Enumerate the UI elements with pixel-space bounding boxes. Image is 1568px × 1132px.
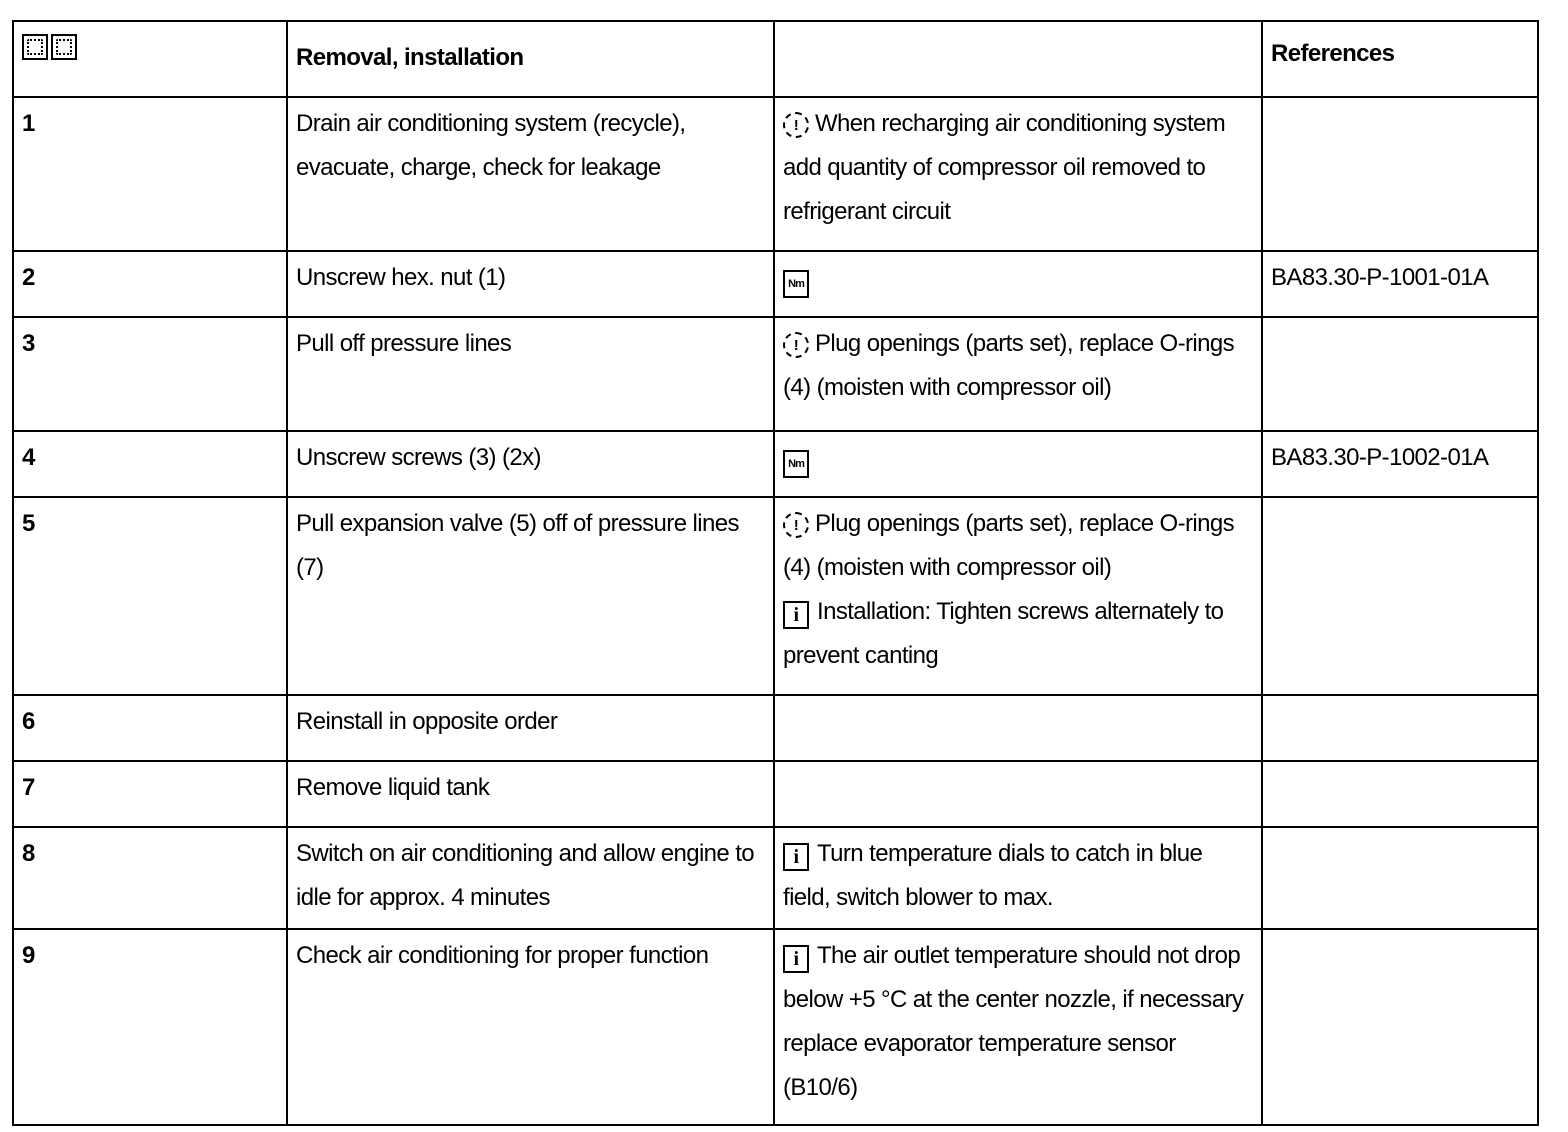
procedure-table xyxy=(12,20,1539,1126)
info-icon: i xyxy=(783,601,809,629)
step-number: 5 xyxy=(13,497,287,695)
torque-nm-icon: Nm xyxy=(783,450,809,478)
step-notes xyxy=(774,431,1262,497)
table-row xyxy=(13,761,1538,827)
step-number: 4 xyxy=(13,431,287,497)
note-icon: ! xyxy=(783,332,809,358)
info-text: Turn temperature dials to catch in blue field, switch blower to max. xyxy=(783,840,1203,911)
step-notes xyxy=(774,695,1262,761)
info-text: Installation: Tighten screws alternately to prevent canting xyxy=(783,598,1224,669)
header-notes xyxy=(774,21,1262,97)
note-icon: ! xyxy=(783,512,809,538)
step-action: Pull expansion valve (5) off of pressure lines (7) xyxy=(287,497,774,695)
step-notes xyxy=(774,827,1262,929)
info-icon: i xyxy=(783,843,809,871)
step-number: 2 xyxy=(13,251,287,317)
table-header-row xyxy=(13,21,1538,97)
table-row xyxy=(13,97,1538,251)
step-reference[interactable]: BA83.30-P-1001-01A xyxy=(1262,251,1538,317)
info-text: The air outlet temperature should not drop below +5 °C at the center nozzle, if necessary replace evaporator temperature sensor (B10/6) xyxy=(783,942,1244,1101)
torque-nm-icon: Nm xyxy=(783,270,809,298)
step-reference xyxy=(1262,929,1538,1125)
step-reference xyxy=(1262,497,1538,695)
step-number: 1 xyxy=(13,97,287,251)
table-row xyxy=(13,251,1538,317)
step-number: 7 xyxy=(13,761,287,827)
table-row xyxy=(13,695,1538,761)
step-reference xyxy=(1262,97,1538,251)
note-icon: ! xyxy=(783,112,809,138)
repair-tools-icon xyxy=(22,34,48,60)
header-removal-installation: Removal, installation xyxy=(287,21,774,97)
step-action: Drain air conditioning system (recycle), evacuate, charge, check for leakage xyxy=(287,97,774,251)
note-text: Plug openings (parts set), replace O-rings (4) (moisten with compressor oil) xyxy=(783,510,1235,581)
step-action: Remove liquid tank xyxy=(287,761,774,827)
table-row xyxy=(13,317,1538,431)
note-text: When recharging air conditioning system add quantity of compressor oil removed to refrigerant circuit xyxy=(783,110,1226,225)
step-notes xyxy=(774,317,1262,431)
step-reference xyxy=(1262,317,1538,431)
step-notes xyxy=(774,929,1262,1125)
step-reference xyxy=(1262,761,1538,827)
info-icon: i xyxy=(783,945,809,973)
step-number: 6 xyxy=(13,695,287,761)
step-notes xyxy=(774,497,1262,695)
table-row xyxy=(13,497,1538,695)
table-row xyxy=(13,827,1538,929)
step-action: Check air conditioning for proper function xyxy=(287,929,774,1125)
step-reference xyxy=(1262,695,1538,761)
step-action: Pull off pressure lines xyxy=(287,317,774,431)
table-row xyxy=(13,929,1538,1125)
step-number: 8 xyxy=(13,827,287,929)
step-action: Reinstall in opposite order xyxy=(287,695,774,761)
table-row xyxy=(13,431,1538,497)
header-tools-cell xyxy=(13,21,287,97)
step-notes xyxy=(774,761,1262,827)
step-reference xyxy=(1262,827,1538,929)
repair-tools-icon xyxy=(51,34,77,60)
step-action: Switch on air conditioning and allow engine to idle for approx. 4 minutes xyxy=(287,827,774,929)
step-action: Unscrew hex. nut (1) xyxy=(287,251,774,317)
header-references: References xyxy=(1262,21,1538,97)
step-number: 9 xyxy=(13,929,287,1125)
step-notes xyxy=(774,251,1262,317)
note-text: Plug openings (parts set), replace O-rings (4) (moisten with compressor oil) xyxy=(783,330,1235,401)
step-action: Unscrew screws (3) (2x) xyxy=(287,431,774,497)
step-notes xyxy=(774,97,1262,251)
step-reference[interactable]: BA83.30-P-1002-01A xyxy=(1262,431,1538,497)
step-number: 3 xyxy=(13,317,287,431)
